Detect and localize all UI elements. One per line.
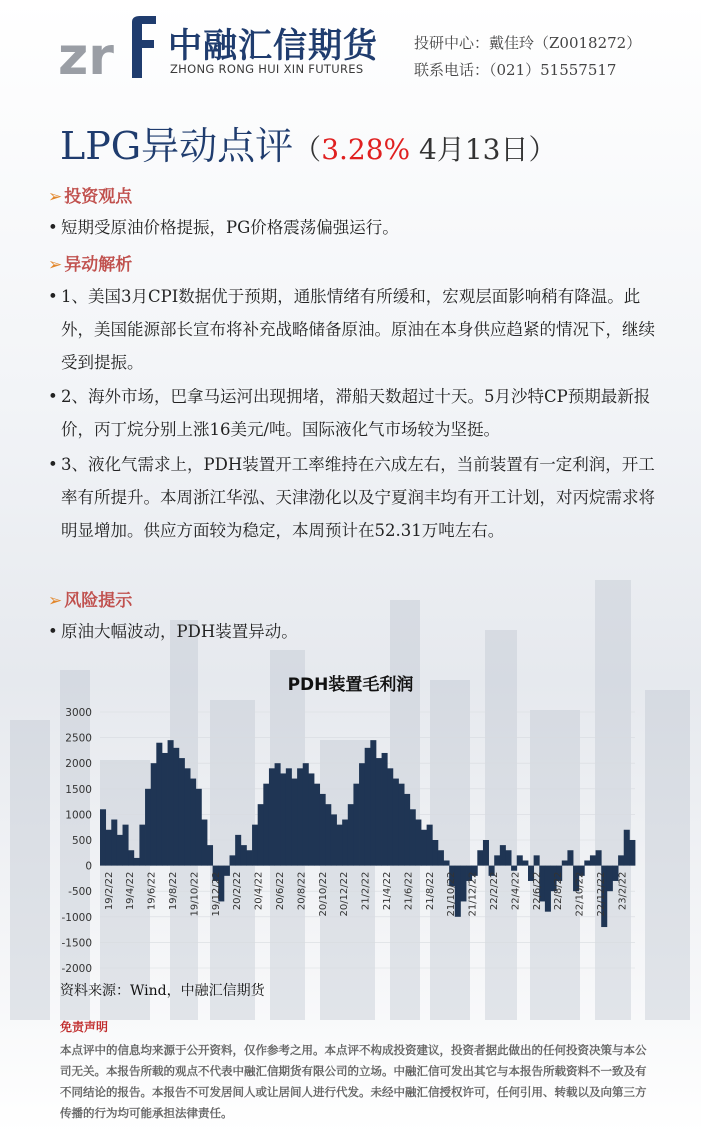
data-bar (162, 753, 168, 866)
x-tick-label: 21/12/22 (467, 871, 479, 917)
data-bar (393, 779, 399, 866)
analysis-bullet-2: • 2、海外市场，巴拿马运河出现拥堵，滞船天数超过十天。5月沙特CP预期最新报价，丙丁烷分别上涨16美元/吨。国际液化气市场较为坚挺。 (48, 380, 660, 446)
data-bar (224, 866, 230, 876)
data-bar (201, 820, 207, 866)
data-bar (111, 820, 117, 866)
x-tick-label: 20/4/22 (253, 871, 265, 911)
x-tick-label: 22/6/22 (531, 871, 543, 911)
x-tick-label: 20/2/22 (232, 871, 244, 911)
data-bar (286, 768, 292, 865)
y-tick-label: 2500 (65, 732, 92, 745)
data-bar (179, 758, 185, 866)
data-bar (325, 804, 331, 865)
data-bar (624, 830, 630, 866)
data-bar (438, 850, 444, 865)
x-tick-label: 22/8/22 (553, 871, 565, 911)
y-tick-label: 1000 (65, 809, 92, 822)
data-bar (258, 804, 264, 865)
data-bar (353, 784, 359, 866)
data-bar (460, 866, 466, 902)
arrow-icon: ➢ (48, 187, 63, 207)
data-bar (370, 740, 376, 865)
x-tick-label: 22/12/22 (595, 871, 607, 917)
data-bar (618, 855, 624, 865)
data-bar (173, 748, 179, 866)
data-bar (303, 763, 309, 865)
bullet-dot: • (48, 622, 58, 641)
x-tick-label: 22/10/22 (574, 871, 586, 917)
title-main: LPG异动点评 (60, 124, 294, 168)
data-bar (494, 855, 500, 865)
contact-info (414, 30, 641, 84)
data-bar (156, 743, 162, 866)
y-tick-label: -2000 (61, 963, 92, 975)
x-tick-label: 22/2/22 (488, 871, 500, 911)
pdh-margin-chart (55, 700, 645, 975)
data-bar (190, 779, 196, 866)
y-tick-label: -1500 (61, 937, 92, 950)
data-bar (348, 804, 354, 865)
y-tick-label: -1000 (61, 911, 92, 924)
report-date: 4月13日 (410, 133, 529, 166)
disclaimer-heading: 免责声明 (60, 1020, 109, 1034)
data-bar (252, 825, 258, 866)
x-tick-label: 20/8/22 (296, 871, 308, 911)
bullet-dot: • (48, 455, 58, 474)
section-heading-analysis: ➢ 异动解析 (48, 255, 133, 275)
data-bar (275, 763, 281, 865)
data-bar (404, 794, 410, 866)
data-bar (168, 740, 174, 865)
section-heading-risk: ➢ 风险提示 (48, 591, 133, 611)
data-bar (342, 820, 348, 866)
data-bar (196, 789, 202, 866)
data-bar (376, 758, 382, 866)
y-tick-label: 500 (71, 835, 92, 847)
data-bar (365, 748, 371, 866)
logo-chinese-name: 中融汇信期货 (168, 26, 378, 66)
x-tick-label: 21/8/22 (424, 871, 436, 911)
data-bar (320, 794, 326, 866)
data-bar (337, 825, 343, 866)
data-bar (331, 814, 337, 865)
contact-phone: 联系电话：（021）51557517 (414, 61, 617, 79)
bullet-dot: • (48, 387, 58, 406)
y-tick-label: 2000 (65, 758, 92, 771)
arrow-icon: ➢ (48, 591, 63, 611)
x-tick-label: 19/8/22 (167, 871, 179, 911)
data-bar (607, 866, 613, 892)
data-bar (511, 866, 517, 871)
data-bar (117, 835, 123, 866)
data-bar (534, 855, 540, 865)
data-bar (500, 845, 506, 865)
data-bar (241, 845, 247, 865)
data-bar (184, 768, 190, 865)
data-bar (522, 860, 528, 865)
chart-title: PDH装置毛利润 (287, 675, 414, 695)
data-bar (387, 768, 393, 865)
zrf-logo-mark (58, 14, 158, 80)
data-bar (291, 779, 297, 866)
data-bar (629, 840, 635, 866)
data-bar (100, 809, 106, 865)
y-tick-label: 1500 (65, 783, 92, 796)
x-tick-label: 19/4/22 (125, 871, 137, 911)
data-bar (444, 860, 450, 865)
view-bullet: • 短期受原油价格提振，PG价格震荡偏强运行。 (48, 211, 660, 244)
data-bar (235, 835, 241, 866)
analysis-bullet-3: • 3、液化气需求上，PDH装置开工率维持在六成左右，当前装置有一定利润，开工率有所提升。本周浙江华泓、天津渤化以及宁夏润丰均有开工计划，对丙烷需求将明显增加。供应方面较为稳定，本周预计在52.31万吨左右。 (48, 448, 660, 547)
x-tick-label: 21/6/22 (403, 871, 415, 911)
data-bar (359, 763, 365, 865)
x-tick-label: 21/10/22 (446, 871, 458, 917)
data-bar (297, 768, 303, 865)
svg-text:zr: zr (58, 27, 114, 80)
data-source: 资料来源：Wind，中融汇信期货 (60, 983, 265, 999)
title-paren-open: （ (293, 133, 322, 166)
section-heading-view: ➢ 投资观点 (48, 187, 133, 207)
data-bar (145, 789, 151, 866)
logo-english-name: ZHONG RONG HUI XIN FUTURES (170, 62, 364, 76)
x-tick-label: 19/12/22 (210, 871, 222, 917)
x-tick-label: 19/6/22 (146, 871, 158, 911)
data-bar (545, 866, 551, 912)
report-title (60, 115, 557, 170)
y-tick-label: 0 (85, 860, 92, 873)
data-bar (134, 858, 140, 866)
data-bar (398, 784, 404, 866)
x-tick-label: 21/4/22 (381, 871, 393, 911)
data-bar (263, 784, 269, 866)
data-bar (505, 850, 511, 865)
data-bar (123, 825, 129, 866)
y-tick-label: -500 (68, 886, 92, 899)
bullet-dot: • (48, 218, 58, 237)
data-bar (432, 840, 438, 866)
company-logo (58, 14, 378, 84)
x-tick-label: 22/4/22 (510, 871, 522, 911)
price-change-value: 3.28% (321, 133, 411, 166)
title-paren-close: ） (528, 133, 557, 166)
data-bar (314, 784, 320, 866)
data-bar (427, 825, 433, 866)
data-bar (269, 768, 275, 865)
data-bar (483, 840, 489, 866)
data-bar (584, 860, 590, 865)
x-tick-label: 20/6/22 (274, 871, 286, 911)
data-bar (246, 850, 252, 865)
data-bar (280, 773, 286, 865)
data-bar (308, 773, 314, 865)
y-tick-label: 3000 (65, 707, 92, 719)
data-bar (230, 855, 236, 865)
x-tick-label: 23/2/22 (617, 871, 629, 911)
data-bar (590, 855, 596, 865)
data-bar (139, 825, 145, 866)
arrow-icon: ➢ (48, 255, 63, 275)
data-bar (477, 850, 483, 865)
x-tick-label: 19/10/22 (189, 871, 201, 917)
data-bar (410, 809, 416, 865)
data-bar (106, 830, 112, 866)
analysis-bullet-1: • 1、美国3月CPI数据优于预期，通胀情绪有所缓和，宏观层面影响稍有降温。此外，美国能源部长宣布将补充战略储备原油。原油在本身供应趋紧的情况下，继续受到提振。 (48, 280, 660, 379)
data-bar (128, 850, 134, 865)
data-bar (382, 753, 388, 866)
disclaimer-text: 本点评中的信息均来源于公开资料，仅作参考之用。本点评不构成投资建议，投资者据此做出的任何投资决策与本公司无关。本报告所载的观点不代表中融汇信期货有限公司的立场。中融汇信可发出其它与本报告所载资料不一致及有不同结论的报告。本报告不可发居间人或让居间人进行代发。未经中融汇信授权许可，任何引用、转载以及向第三方传播的行为均可能承担法律责任。 (60, 1043, 647, 1120)
data-bar (151, 763, 157, 865)
data-bar (517, 855, 523, 865)
x-tick-label: 19/2/22 (103, 871, 115, 911)
risk-bullet: • 原油大幅波动，PDH装置异动。 (48, 615, 660, 648)
data-bar (567, 850, 573, 865)
bullet-dot: • (48, 287, 58, 306)
x-tick-label: 20/12/22 (339, 871, 351, 917)
data-bar (596, 850, 602, 865)
x-tick-label: 21/2/22 (360, 871, 372, 911)
data-bar (562, 860, 568, 865)
contact-researcher: 投研中心：戴佳玲（Z0018272） (414, 34, 642, 52)
data-bar (415, 820, 421, 866)
data-bar (207, 845, 213, 865)
x-tick-label: 20/10/22 (317, 871, 329, 917)
data-bar (421, 830, 427, 866)
